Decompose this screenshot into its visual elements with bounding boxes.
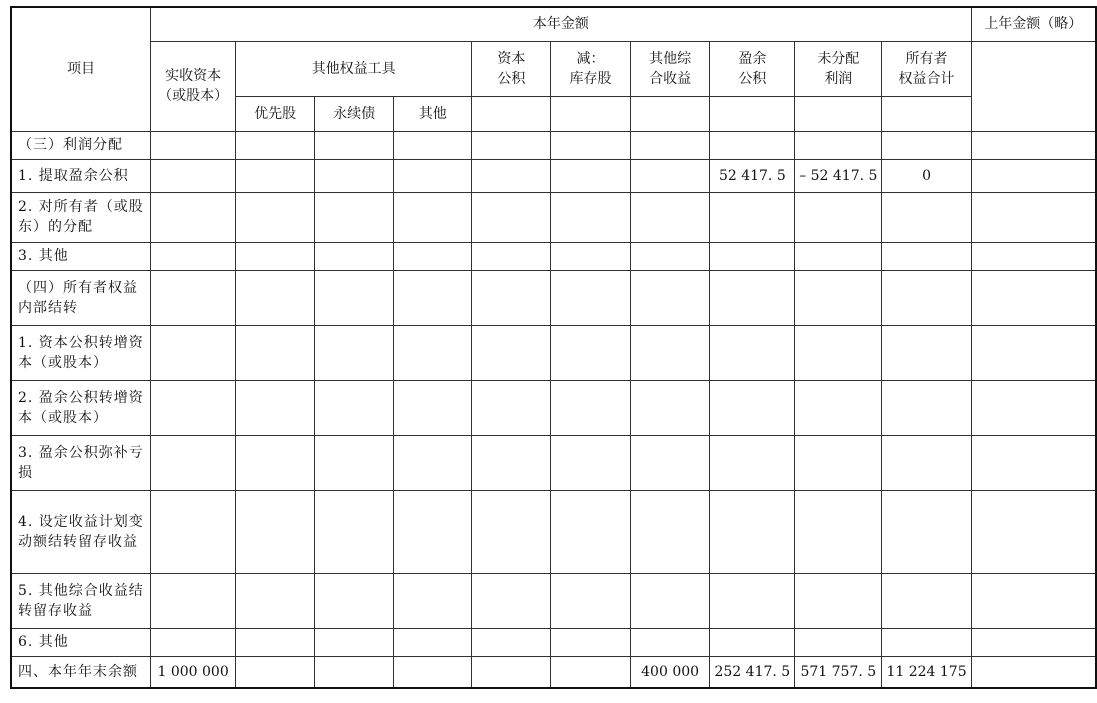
row-label: 4. 设定收益计划变动额结转留存收益 — [11, 490, 151, 573]
table-cell — [882, 131, 971, 159]
table-cell — [795, 573, 882, 628]
header-other: 其他 — [394, 96, 472, 131]
table-cell — [151, 270, 236, 325]
table-cell — [472, 435, 551, 490]
table-cell — [315, 490, 394, 573]
table-row — [11, 159, 1096, 192]
table-cell — [236, 159, 315, 192]
table-cell — [630, 131, 710, 159]
table-cell — [151, 159, 236, 192]
table-cell — [236, 270, 315, 325]
table-cell — [971, 573, 1096, 628]
table-cell — [551, 242, 630, 270]
header-capital-reserve: 资本 公积 — [472, 41, 551, 96]
table-cell — [472, 192, 551, 242]
table-cell — [795, 490, 882, 573]
row-label: 四、本年年末余额 — [11, 656, 151, 688]
table-cell — [151, 325, 236, 380]
table-cell — [236, 435, 315, 490]
header-current-year: 本年金额 — [151, 7, 971, 41]
row-label: 6. 其他 — [11, 628, 151, 656]
row-label: 5. 其他综合收益结转留存收益 — [11, 573, 151, 628]
row-label: （三）利润分配 — [11, 131, 151, 159]
table-cell — [472, 131, 551, 159]
table-cell: 52 417. 5 — [710, 159, 795, 192]
table-cell — [236, 573, 315, 628]
header-blank — [472, 96, 551, 131]
table-cell — [472, 325, 551, 380]
table-cell — [315, 270, 394, 325]
row-label: 3. 其他 — [11, 242, 151, 270]
header-last-year-blank — [971, 41, 1096, 131]
table-cell — [236, 628, 315, 656]
table-cell — [971, 628, 1096, 656]
header-undistributed-profit: 未分配 利润 — [795, 41, 882, 96]
table-cell — [315, 242, 394, 270]
table-cell — [551, 192, 630, 242]
table-cell — [315, 131, 394, 159]
header-total-equity: 所有者 权益合计 — [882, 41, 971, 96]
table-cell — [551, 490, 630, 573]
table-cell — [151, 435, 236, 490]
table-cell — [795, 270, 882, 325]
table-cell — [394, 270, 472, 325]
table-cell: 400 000 — [630, 656, 710, 688]
table-cell — [710, 325, 795, 380]
table-cell — [472, 270, 551, 325]
header-last-year: 上年金额（略） — [971, 7, 1096, 41]
header-other-equity-tools: 其他权益工具 — [236, 41, 472, 96]
equity-statement — [10, 6, 1097, 689]
table-cell — [551, 573, 630, 628]
table-row — [11, 628, 1096, 656]
table-cell — [795, 242, 882, 270]
row-label: （四）所有者权益内部结转 — [11, 270, 151, 325]
table-cell — [630, 242, 710, 270]
table-cell — [710, 435, 795, 490]
table-cell — [710, 131, 795, 159]
table-cell — [971, 131, 1096, 159]
table-row — [11, 131, 1096, 159]
table-cell — [795, 131, 882, 159]
table-cell — [472, 159, 551, 192]
table-cell — [236, 490, 315, 573]
table-cell — [394, 242, 472, 270]
header-other-comprehensive-income: 其他综 合收益 — [630, 41, 710, 96]
table-cell — [882, 325, 971, 380]
table-cell — [971, 192, 1096, 242]
table-cell — [315, 573, 394, 628]
table-cell — [472, 380, 551, 435]
table-cell — [710, 380, 795, 435]
table-cell — [151, 490, 236, 573]
header-blank — [795, 96, 882, 131]
header-paid-in-capital: 实收资本 （或股本） — [151, 41, 236, 131]
table-cell: 0 — [882, 159, 971, 192]
table-cell — [630, 270, 710, 325]
table-cell — [551, 656, 630, 688]
table-cell — [151, 192, 236, 242]
table-cell — [236, 325, 315, 380]
table-cell — [315, 435, 394, 490]
table-cell — [236, 656, 315, 688]
table-cell — [394, 490, 472, 573]
table-cell — [630, 192, 710, 242]
table-cell — [151, 573, 236, 628]
table-cell — [151, 242, 236, 270]
row-label: 2. 对所有者（或股东）的分配 — [11, 192, 151, 242]
table-cell: 252 417. 5 — [710, 656, 795, 688]
equity-change-table — [10, 6, 1097, 689]
table-cell — [394, 435, 472, 490]
table-cell — [394, 159, 472, 192]
header-blank — [551, 96, 630, 131]
table-row — [11, 242, 1096, 270]
table-cell — [710, 192, 795, 242]
table-cell — [394, 192, 472, 242]
table-cell — [236, 192, 315, 242]
table-cell — [551, 380, 630, 435]
table-cell — [472, 656, 551, 688]
table-cell: 571 757. 5 — [795, 656, 882, 688]
header-blank — [630, 96, 710, 131]
table-cell — [630, 325, 710, 380]
table-cell — [882, 573, 971, 628]
table-cell — [551, 159, 630, 192]
table-cell — [882, 270, 971, 325]
table-cell — [236, 131, 315, 159]
table-cell — [795, 435, 882, 490]
table-body — [11, 131, 1096, 688]
table-cell — [551, 325, 630, 380]
table-cell — [551, 435, 630, 490]
table-cell — [315, 380, 394, 435]
table-cell — [971, 380, 1096, 435]
table-cell — [795, 628, 882, 656]
table-row — [11, 380, 1096, 435]
table-cell — [882, 435, 971, 490]
header-perpetual-bond: 永续债 — [315, 96, 394, 131]
table-cell — [315, 159, 394, 192]
table-cell — [795, 325, 882, 380]
table-cell — [315, 325, 394, 380]
table-cell — [151, 131, 236, 159]
table-cell — [151, 380, 236, 435]
table-cell — [630, 435, 710, 490]
header-blank — [882, 96, 971, 131]
table-cell — [630, 628, 710, 656]
table-cell — [971, 242, 1096, 270]
table-cell: 11 224 175 — [882, 656, 971, 688]
table-row — [11, 435, 1096, 490]
table-cell — [710, 490, 795, 573]
table-cell: 1 000 000 — [151, 656, 236, 688]
table-cell — [630, 490, 710, 573]
table-cell — [315, 192, 394, 242]
table-cell — [971, 435, 1096, 490]
table-cell — [394, 628, 472, 656]
header-preferred-stock: 优先股 — [236, 96, 315, 131]
table-cell — [551, 628, 630, 656]
table-cell — [551, 270, 630, 325]
table-cell — [236, 242, 315, 270]
table-row — [11, 573, 1096, 628]
table-cell — [151, 628, 236, 656]
table-cell — [882, 628, 971, 656]
table-cell — [315, 628, 394, 656]
table-cell — [236, 380, 315, 435]
table-cell — [472, 490, 551, 573]
header-surplus-reserve: 盈余 公积 — [710, 41, 795, 96]
table-cell — [630, 573, 710, 628]
table-cell — [882, 192, 971, 242]
table-cell — [971, 270, 1096, 325]
table-cell — [795, 380, 882, 435]
table-cell — [394, 131, 472, 159]
table-cell: – 52 417. 5 — [795, 159, 882, 192]
table-cell — [394, 573, 472, 628]
table-cell — [971, 656, 1096, 688]
table-cell — [882, 242, 971, 270]
header-treasury-stock: 减： 库存股 — [551, 41, 630, 96]
table-cell — [710, 270, 795, 325]
table-cell — [710, 628, 795, 656]
table-cell — [971, 490, 1096, 573]
table-cell — [971, 325, 1096, 380]
table-cell — [394, 656, 472, 688]
header-project: 项目 — [11, 7, 151, 131]
table-cell — [795, 192, 882, 242]
table-row — [11, 270, 1096, 325]
table-cell — [630, 380, 710, 435]
table-cell — [472, 242, 551, 270]
table-cell — [971, 159, 1096, 192]
row-label: 3. 盈余公积弥补亏损 — [11, 435, 151, 490]
table-cell — [394, 325, 472, 380]
table-cell — [394, 380, 472, 435]
table-cell — [315, 656, 394, 688]
table-row — [11, 192, 1096, 242]
table-cell — [472, 628, 551, 656]
row-label: 1. 提取盈余公积 — [11, 159, 151, 192]
row-label: 1. 资本公积转增资本（或股本） — [11, 325, 151, 380]
row-label: 2. 盈余公积转增资本（或股本） — [11, 380, 151, 435]
table-row — [11, 490, 1096, 573]
table-cell — [472, 573, 551, 628]
table-cell — [710, 573, 795, 628]
table-cell — [710, 242, 795, 270]
table-cell — [630, 159, 710, 192]
table-cell — [882, 490, 971, 573]
table-cell — [551, 131, 630, 159]
table-cell — [882, 380, 971, 435]
header-blank — [710, 96, 795, 131]
table-row — [11, 656, 1096, 688]
table-row — [11, 325, 1096, 380]
